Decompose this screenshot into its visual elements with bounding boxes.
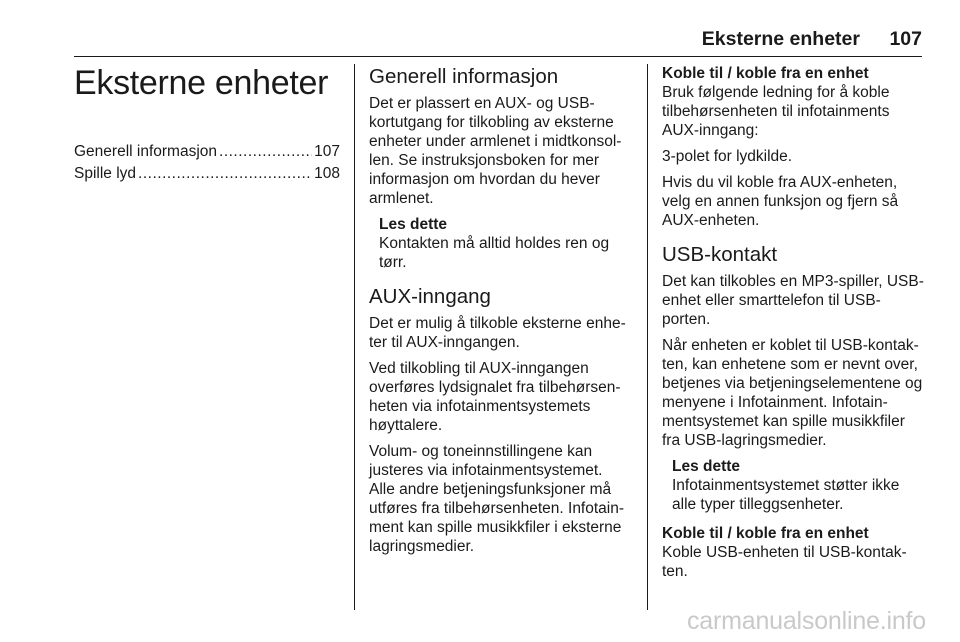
paragraph: Når enheten er koblet til USB-kontak-ten, kan enhetene som er nevnt over, betjenes via betjeningselementene og menyene i Infotainment. Infotain-mentsystemet kan spille musikkfiler fra USB-lagringsmedier.	[662, 337, 923, 449]
chapter-title: Eksterne enheter	[74, 64, 329, 102]
section-heading-aux: AUX-inngang	[369, 285, 491, 308]
toc-page: 108	[314, 165, 340, 182]
section-heading-generell: Generell informasjon	[369, 65, 559, 88]
paragraph: Koble USB-enheten til USB-kontak-ten.	[662, 544, 907, 580]
subheading-connect: Koble til / koble fra en enhet	[662, 65, 869, 82]
column-2	[369, 64, 631, 563]
toc-label: Spille lyd	[74, 165, 137, 182]
column-3	[662, 64, 924, 588]
toc-entry-generell[interactable]	[74, 141, 340, 163]
subheading-connect-usb: Koble til / koble fra en enhet	[662, 525, 869, 542]
note-text: Kontakten må alltid holdes ren og tørr.	[379, 235, 610, 271]
paragraph: Hvis du vil koble fra AUX-enheten, velg en annen funksjon og fjern så AUX-enheten.	[662, 174, 899, 229]
note-title: Les dette	[379, 216, 448, 233]
watermark: carmanualsonline.info	[686, 607, 926, 635]
column-1	[74, 64, 340, 185]
toc-label: Generell informasjon	[74, 143, 218, 160]
page-number: 107	[889, 28, 922, 50]
paragraph: 3-polet for lydkilde.	[662, 148, 793, 165]
toc-leader	[138, 163, 312, 185]
section-heading-usb: USB-kontakt	[662, 243, 778, 266]
column-divider-1	[354, 64, 355, 610]
toc-entry-spille-lyd[interactable]	[74, 163, 340, 185]
toc-leader	[219, 141, 312, 163]
note-title: Les dette	[672, 458, 741, 475]
running-head	[74, 26, 922, 57]
paragraph: Bruk følgende ledning for å koble tilbehørsenheten til infotainments AUX-inngang:	[662, 84, 890, 139]
paragraph: Det kan tilkobles en MP3-spiller, USB-enhet eller smarttelefon til USB-porten.	[662, 273, 924, 328]
toc-page: 107	[314, 143, 340, 160]
paragraph: Det er mulig å tilkoble eksterne enhe-ter til AUX-inngangen.	[369, 315, 626, 351]
column-divider-2	[647, 64, 648, 610]
paragraph: Ved tilkobling til AUX-inngangen overføres lydsignalet fra tilbehørsen-heten via infotainmentsystemets høyttalere.	[369, 360, 621, 434]
running-head-title: Eksterne enheter	[701, 28, 860, 50]
note-box	[379, 215, 631, 272]
paragraph: Det er plassert en AUX- og USB-kortutgang for tilkobling av eksterne enheter under armlenet i midtkonsol-len. Se instruksjonsboken for mer informasjon om hvordan du hever armlenet.	[369, 95, 622, 207]
note-box	[672, 457, 924, 514]
paragraph: Volum- og toneinnstillingene kan justeres via infotainmentsystemet. Alle andre betjeningsfunksjoner må utføres fra tilbehørsenheten. Infotain-ment kan spille musikkfiler i eksterne lagringsmedier.	[369, 443, 625, 555]
note-text: Infotainmentsystemet støtter ikke alle typer tilleggsenheter.	[672, 477, 900, 513]
